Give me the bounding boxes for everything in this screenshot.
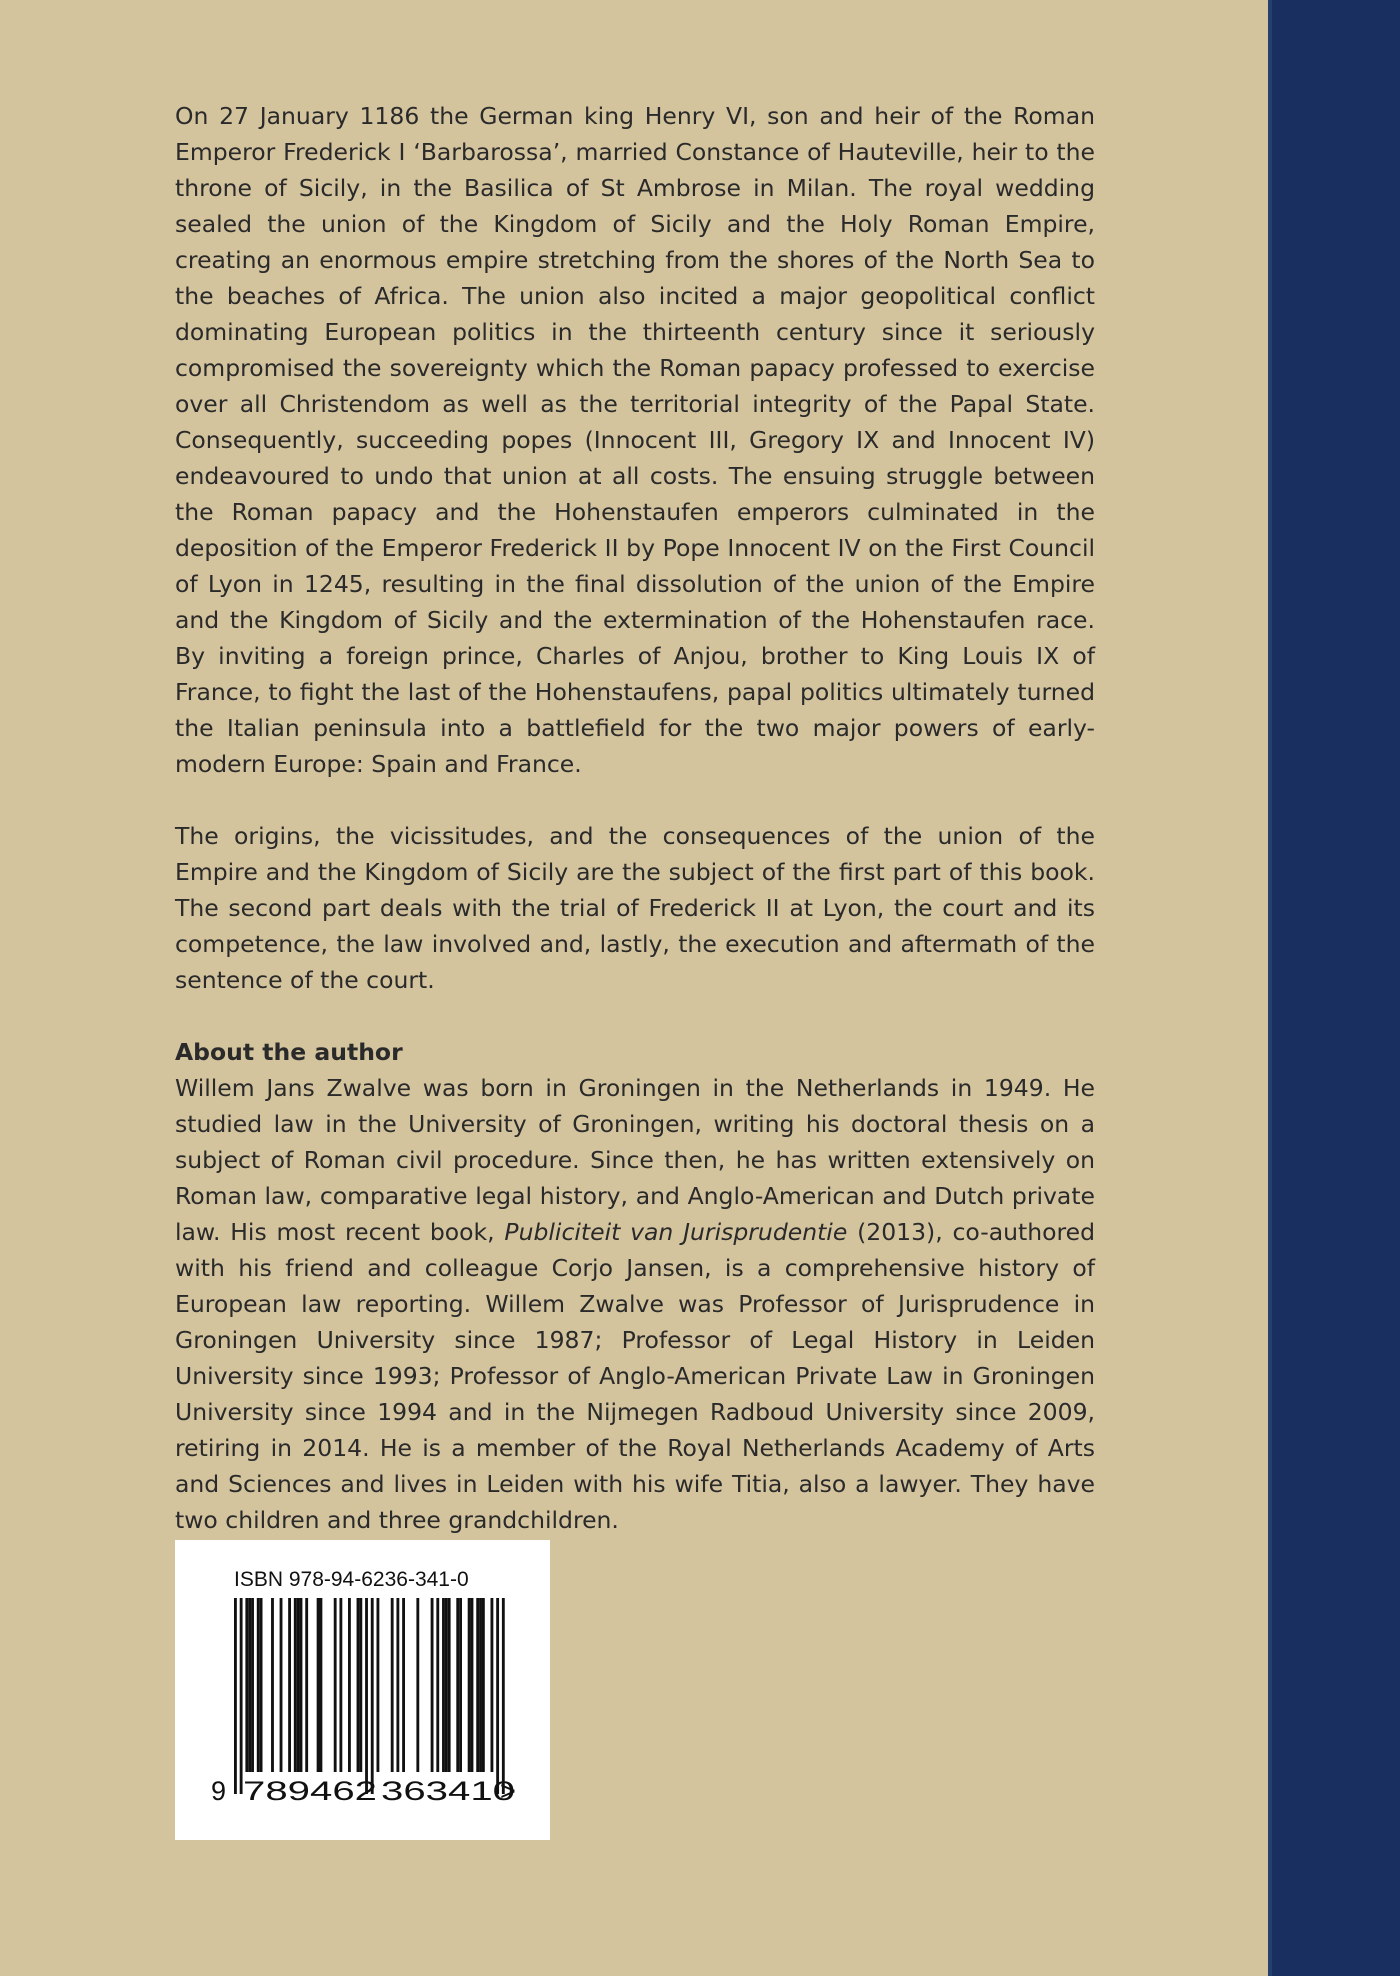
- barcode-bar: [359, 1598, 362, 1772]
- barcode-left-digits: 789462: [243, 1776, 377, 1806]
- barcode-bar: [377, 1598, 380, 1772]
- barcode-bar: [482, 1598, 485, 1772]
- barcode-bar: [300, 1598, 303, 1772]
- barcode-bar: [496, 1598, 499, 1794]
- description-paragraph-1: On 27 January 1186 the German king Henry VI, son and heir of the Roman Emperor Frederick I ‘Barbarossa’, married Constance of Hauteville, heir to the throne of Sicily, in the Basilica of St Ambrose in Milan. The royal wedding sealed the union of the Kingdom of Sicily and the Holy Roman Empire, creating an enormous empire stretching from the shores of the North Sea to the beaches of Africa. The union also incited a major geopolitical conflict dominating European politics in the thirteenth century since it seriously compromised the sovereignty which the Roman papacy professed to exercise over all Christendom as well as the territorial integrity of the Papal State. Consequently, succeeding popes (Innocent III, Gregory IX and Innocent IV) endeavoured to undo that union at all costs. The ensuing struggle between the Roman papacy and the Hohenstaufen emperors culminated in the deposition of the Emperor Frederick II by Pope Innocent IV on the First Council of Lyon in 1245, resulting in the final dissolution of the union of the Empire and the Kingdom of Sicily and the extermination of the Hohenstaufen race. By inviting a foreign prince, Charles of Anjou, brother to King Louis IX of France, to fight the last of the Hohenstaufens, papal politics ultimately turned the Italian peninsula into a battlefield for the two major powers of early-modern Europe: Spain and France.: [175, 102, 1095, 778]
- isbn-barcode-box: [175, 1540, 550, 1840]
- barcode-bar: [431, 1598, 434, 1772]
- barcode-bar: [257, 1598, 260, 1772]
- barcode-bar: [260, 1598, 263, 1772]
- barcode-bar: [320, 1598, 323, 1772]
- barcode-bar: [371, 1598, 374, 1794]
- barcode-bar: [365, 1598, 368, 1794]
- barcode-bar: [491, 1598, 494, 1772]
- barcode-bar: [391, 1598, 394, 1772]
- barcode-right-digits: 363410: [381, 1776, 515, 1806]
- barcode-bar: [271, 1598, 274, 1772]
- barcode-bar: [348, 1598, 351, 1772]
- barcode-bar: [297, 1598, 300, 1772]
- barcode-bar: [442, 1598, 445, 1772]
- description-paragraph-2: The origins, the vicissitudes, and the consequences of the union of the Empire and the Kingdom of Sicily are the subject of the first part of this book. The second part deals with the trial of Frederick II at Lyon, the court and its competence, the law involved and, lastly, the execution and aftermath of the sentence of the court.: [175, 822, 1095, 994]
- barcode-digits: [211, 1776, 516, 1806]
- spine-edge: [1268, 0, 1272, 1976]
- barcode-bar: [468, 1598, 471, 1772]
- barcode-bar: [357, 1598, 360, 1772]
- barcode-bar: [479, 1598, 482, 1772]
- barcode-bar: [294, 1598, 297, 1772]
- author-book-title: Publiciteit van Jurisprudentie: [504, 1218, 848, 1246]
- barcode-bar: [334, 1598, 337, 1772]
- barcode-bar: [445, 1598, 448, 1772]
- barcode-bar: [248, 1598, 251, 1772]
- barcode-bar: [245, 1598, 248, 1772]
- barcode-bar: [317, 1598, 320, 1772]
- barcode-bar: [339, 1598, 342, 1772]
- barcode-bar: [305, 1598, 308, 1772]
- author-bio-part-1: Willem Jans Zwalve was born in Groningen in the Netherlands in 1949. He studied law in the University of Groningen, writing his doctoral thesis on a subject of Roman civil procedure. Since then, he has written extensively on Roman law, comparative legal history, and Anglo-American and Dutch private law. His most recent book,: [175, 1074, 1095, 1246]
- isbn-label: ISBN 978-94-6236-341-0: [234, 1568, 469, 1591]
- barcode-bar: [456, 1598, 459, 1772]
- author-heading: About the author: [175, 1038, 403, 1066]
- back-cover-text: [175, 98, 1095, 1538]
- barcode-bar: [471, 1598, 474, 1772]
- barcode-bars: [234, 1598, 505, 1794]
- barcode-bar: [459, 1598, 462, 1772]
- barcode-bar: [288, 1598, 291, 1772]
- barcode-bar: [476, 1598, 479, 1772]
- barcode-bar: [280, 1598, 283, 1772]
- barcode-bar: [402, 1598, 405, 1772]
- barcode-svg: [175, 1540, 550, 1840]
- barcode-bar: [502, 1598, 505, 1794]
- barcode-bar: [416, 1598, 419, 1772]
- barcode-bar: [396, 1598, 399, 1772]
- book-spine: [1268, 0, 1400, 1976]
- author-bio-part-2: (2013), co-authored with his friend and colleague Corjo Jansen, is a comprehensive history of European law reporting. Willem Zwalve was Professor of Jurisprudence in Groningen University since 1987; Professor of Legal History in Leiden University since 1993; Professor of Anglo-American Private Law in Groningen University since 1994 and in the Nijmegen Radboud University since 2009, retiring in 2014. He is a member of the Royal Netherlands Academy of Arts and Sciences and lives in Leiden with his wife Titia, also a lawyer. They have two children and three grandchildren.: [175, 1218, 1095, 1534]
- barcode-quiet-zone-mark: >: [500, 1776, 516, 1806]
- barcode-bar: [251, 1598, 254, 1772]
- barcode-bar: [448, 1598, 451, 1772]
- barcode-lead-digit: 9: [211, 1776, 227, 1806]
- barcode-bar: [240, 1598, 243, 1794]
- author-section: [175, 1034, 1095, 1538]
- author-bio: [175, 1070, 1095, 1538]
- barcode-bar: [436, 1598, 439, 1772]
- barcode-bar: [234, 1598, 237, 1794]
